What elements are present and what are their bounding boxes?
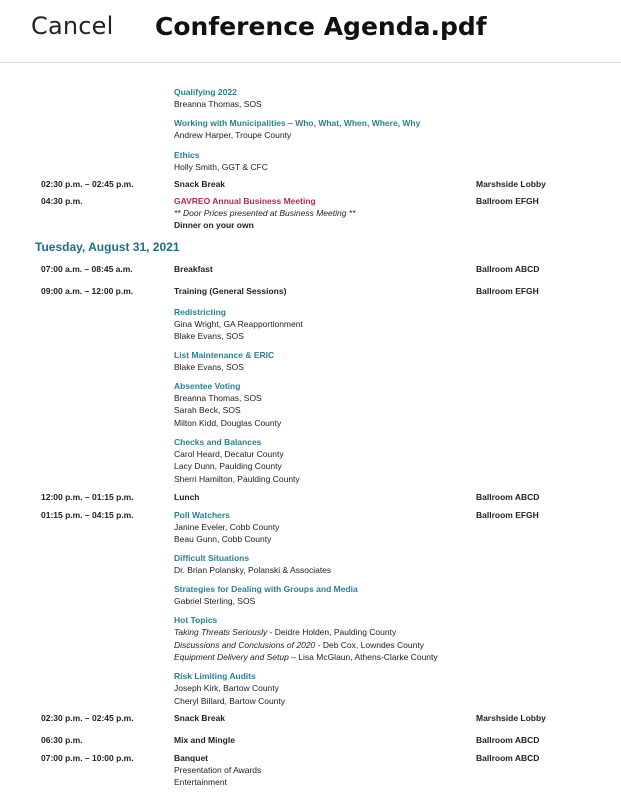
- session-title: Strategies for Dealing with Groups and Media: [174, 584, 358, 594]
- agenda-location: Marshside Lobby: [476, 713, 546, 723]
- session-title: Difficult Situations: [174, 553, 250, 563]
- topic-presenter: - Deidre Holden, Paulding County: [267, 627, 397, 637]
- speaker: Gina Wright, GA Reapportionment: [174, 319, 303, 329]
- agenda-time: 02:30 p.m. – 02:45 p.m.: [41, 713, 134, 723]
- topic-name: Equipment Delivery and Setup: [174, 652, 289, 662]
- agenda-time: 09:00 a.m. – 12:00 p.m.: [41, 286, 134, 296]
- session-title: Poll Watchers: [174, 510, 230, 520]
- pdf-page[interactable]: [0, 63, 621, 800]
- speaker: Dr. Brian Polansky, Polanski & Associates: [174, 565, 332, 575]
- speaker: Breanna Thomas, SOS: [174, 393, 262, 403]
- agenda-event: Banquet: [174, 753, 208, 763]
- speaker: Andrew Harper, Troupe County: [174, 130, 292, 140]
- agenda-time: 02:30 p.m. – 02:45 p.m.: [41, 179, 134, 189]
- document-title: Conference Agenda.pdf: [155, 12, 487, 41]
- hot-topic-line: [174, 627, 396, 638]
- speaker: Breanna Thomas, SOS: [174, 99, 262, 109]
- topic-name: Taking Threats Seriously: [174, 627, 268, 637]
- agenda-event: Snack Break: [174, 179, 226, 189]
- cancel-button[interactable]: Cancel: [31, 12, 114, 40]
- agenda-event: Snack Break: [174, 713, 226, 723]
- agenda-note: ** Door Prices presented at Business Meeting **: [174, 208, 356, 218]
- session-title: Redistricting: [174, 307, 226, 317]
- speaker: Holly Smith, GGT & CFC: [174, 162, 268, 172]
- agenda-location: Marshside Lobby: [476, 179, 546, 189]
- top-bar: [0, 0, 621, 63]
- session-title: Absentee Voting: [174, 381, 241, 391]
- agenda-time: 01:15 p.m. – 04:15 p.m.: [41, 510, 134, 520]
- agenda-event: Lunch: [174, 492, 200, 502]
- agenda-location: Ballroom ABCD: [476, 264, 540, 274]
- agenda-location: Ballroom ABCD: [476, 735, 540, 745]
- topic-presenter: – Lisa McGlaun, Athens-Clarke County: [288, 652, 438, 662]
- speaker: Blake Evans, SOS: [174, 331, 244, 341]
- speaker: Carol Heard, Decatur County: [174, 449, 284, 459]
- agenda-time: 07:00 p.m. – 10:00 p.m.: [41, 753, 134, 763]
- speaker: Blake Evans, SOS: [174, 362, 244, 372]
- agenda-event: GAVREO Annual Business Meeting: [174, 196, 316, 206]
- agenda-location: Ballroom EFGH: [476, 286, 539, 296]
- session-title: List Maintenance & ERIC: [174, 350, 275, 360]
- speaker: Beau Gunn, Cobb County: [174, 534, 272, 544]
- session-title: Hot Topics: [174, 615, 218, 625]
- speaker: Sherri Hamilton, Paulding County: [174, 474, 300, 484]
- agenda-event: Breakfast: [174, 264, 213, 274]
- hot-topic-line: [174, 640, 424, 651]
- speaker: Lacy Dunn, Paulding County: [174, 461, 282, 471]
- agenda-extra: Entertainment: [174, 777, 227, 787]
- session-title: Ethics: [174, 150, 200, 160]
- agenda-location: Ballroom ABCD: [476, 753, 540, 763]
- agenda-location: Ballroom ABCD: [476, 492, 540, 502]
- speaker: Joseph Kirk, Bartow County: [174, 683, 279, 693]
- agenda-extra: Presentation of Awards: [174, 765, 262, 775]
- speaker: Sarah Beck, SOS: [174, 405, 241, 415]
- session-title: Checks and Balances: [174, 437, 262, 447]
- agenda-time: 06:30 p.m.: [41, 735, 83, 745]
- speaker: Janine Eveler, Cobb County: [174, 522, 280, 532]
- agenda-location: Ballroom EFGH: [476, 510, 539, 520]
- session-title: Risk Limiting Audits: [174, 671, 256, 681]
- agenda-time: 07:00 a.m. – 08:45 a.m.: [41, 264, 133, 274]
- agenda-location: Ballroom EFGH: [476, 196, 539, 206]
- speaker: Cheryl Billard, Bartow County: [174, 696, 286, 706]
- session-title: Qualifying 2022: [174, 87, 237, 97]
- agenda-time: 12:00 p.m. – 01:15 p.m.: [41, 492, 134, 502]
- topic-presenter: - Deb Cox, Lowndes County: [315, 640, 424, 650]
- agenda-time: 04:30 p.m.: [41, 196, 83, 206]
- agenda-extra: Dinner on your own: [174, 220, 254, 230]
- day-heading: Tuesday, August 31, 2021: [35, 240, 180, 254]
- speaker: Gabriel Sterling, SOS: [174, 596, 256, 606]
- agenda-event: Mix and Mingle: [174, 735, 235, 745]
- agenda-event: Training (General Sessions): [174, 286, 287, 296]
- hot-topic-line: [174, 652, 438, 663]
- topic-name: Discussions and Conclusions of 2020: [174, 640, 316, 650]
- speaker: Milton Kidd, Douglas County: [174, 418, 282, 428]
- session-title: Working with Municipalities – Who, What, When, Where, Why: [174, 118, 421, 128]
